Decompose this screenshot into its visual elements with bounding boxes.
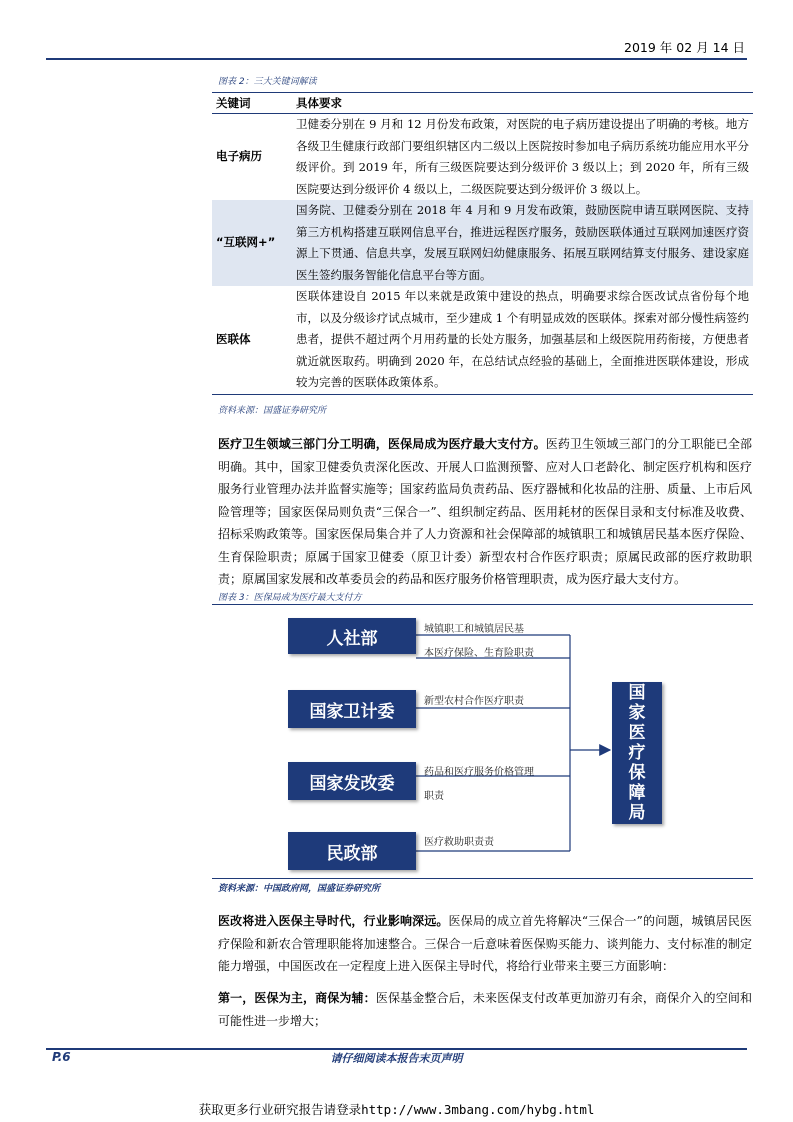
paragraph-body: 医保基金整合后，未来医保支付改革更加游刃有余，商保介入的空间和可能性进一步增大； xyxy=(218,991,752,1028)
table-header-row xyxy=(212,93,753,114)
figure-top-rule xyxy=(212,604,753,605)
figure-source: 资料来源：中国政府网，国盛证券研究所 xyxy=(218,884,381,894)
footer-disclaimer: 请仔细阅读本报告末页声明 xyxy=(330,1052,463,1065)
keyword-table xyxy=(212,92,753,395)
duty-label: 医疗救助职责责 xyxy=(424,837,494,848)
source-name: 国家卫计委 xyxy=(309,701,395,722)
org-figure xyxy=(212,606,753,876)
figure-bottom-rule xyxy=(212,878,753,879)
target-char: 国 xyxy=(628,683,646,703)
source-box-hrss xyxy=(288,618,416,654)
source-box-nhfpc xyxy=(288,690,416,728)
source-name: 人社部 xyxy=(326,628,378,649)
paragraph-first-impact xyxy=(218,987,752,1032)
row-text: 医联体建设自 2015 年以来就是政策中建设的热点，明确要求综合医改试点省份每个地市，以及分级诊疗试点城市，至少建成 1 个有明显成效的医联体。探索对部分慢性病签约患者，提供不超过两个月用药量的长处方服务，加强基层和上级医院用药衔接，方便患者就近就医取药。明确到 2020 年，在总结试点经验的基础上，全面推进医联体建设，形成较为完善的医联体政策体系。 xyxy=(296,289,749,389)
source-name: 国家发改委 xyxy=(309,773,395,794)
target-char: 局 xyxy=(628,803,646,823)
target-char: 疗 xyxy=(628,743,646,763)
target-box-nhsa xyxy=(612,682,662,824)
row-text: 卫健委分别在 9 月和 12 月份发布政策，对医院的电子病历建设提出了明确的考核。地方各级卫生健康行政部门要组织辖区内二级以上医院按时参加电子病历系统功能应用水平分级评价。到 2019 年，所有三级医院要达到分级评价 3 级以上；到 2020 年，所有三级医院要达到分级评价 4 级以上，二级医院要达到分级评价 3 级以上。 xyxy=(296,117,749,196)
duty-label: 本医疗保险、生育险职责 xyxy=(424,648,534,659)
target-char: 保 xyxy=(628,763,646,783)
header-rule xyxy=(46,58,747,60)
page-number: P.6 xyxy=(52,1050,71,1064)
paragraph-body: 医保局的成立首先将解决“三保合一”的问题，城镇居民医疗保险和新农合管理职能将加速整合。三保合一后意味着医保购买能力、谈判能力、支付标准的制定能力增强，中国医改在一定程度上进入医保主导时代，将给行业带来主要三方面影响： xyxy=(218,914,752,973)
source-box-mca xyxy=(288,832,416,870)
paragraph-responsibilities xyxy=(218,433,752,591)
report-date: 2019 年 02 月 14 日 xyxy=(624,40,745,55)
row-keyword: 电子病历 xyxy=(216,149,262,164)
target-char: 障 xyxy=(628,783,646,803)
table-row xyxy=(212,286,753,394)
duty-label: 新型农村合作医疗职责 xyxy=(424,696,524,707)
source-box-ndrc xyxy=(288,762,416,800)
row-keyword: 医联体 xyxy=(216,332,251,346)
duty-label: 药品和医疗服务价格管理 xyxy=(424,767,534,778)
paragraph-lead: 第一，医保为主，商保为辅： xyxy=(218,991,376,1005)
source-name: 民政部 xyxy=(326,843,378,864)
table-row xyxy=(212,114,753,201)
table-source: 资料来源：国盛证券研究所 xyxy=(218,406,327,416)
figure-caption: 图表 3：医保局成为医疗最大支付方 xyxy=(218,593,362,603)
paragraph-body: 医药卫生领域三部门的分工职能已全部明确。其中，国家卫健委负责深化医改、开展人口监测预警、应对人口老龄化、制定医疗机构和医疗服务行业管理办法并监督实施等；国家药监局负责药品、医疗器械和化妆品的注册、质量、上市后风险管理等；国家医保局则负责“三保合一”、组织制定药品、医用耗材的医保目录和支付标准及收费、招标采购政策等。国家医保局集合并了人力资源和社会保障部的城镇职工和城镇居民基本医疗保险、生育保险职责；原属于国家卫健委（原卫计委）新型农村合作医疗职责；原属民政部的医疗救助职责；原属国家发展和改革委员会的药品和医疗服务价格管理职责，成为医疗最大支付方。 xyxy=(218,437,752,586)
target-char: 家 xyxy=(628,703,646,723)
table-caption: 图表 2：三大关键词解读 xyxy=(218,77,317,87)
col-keyword: 关键词 xyxy=(216,96,251,110)
table-row xyxy=(212,200,753,286)
col-requirement: 具体要求 xyxy=(296,96,342,110)
paragraph-lead: 医改将进入医保主导时代，行业影响深远。 xyxy=(218,914,449,928)
promo-link[interactable]: 获取更多行业研究报告请登录http://www.3mbang.com/hybg.html xyxy=(198,1102,595,1117)
paragraph-reform xyxy=(218,910,752,978)
duty-label: 职责 xyxy=(424,791,444,802)
row-keyword: “互联网+” xyxy=(212,200,292,286)
row-text: 国务院、卫健委分别在 2018 年 4 月和 9 月发布政策，鼓励医院申请互联网医院、支持第三方机构搭建互联网信息平台，推进远程医疗服务，鼓励医联体通过互联网加速医疗资源上下贯通、信息共享，发展互联网妇幼健康服务、拓展互联网结算支付服务、建设家庭医生签约服务智能化信息平台等方面。 xyxy=(292,200,753,286)
paragraph-lead: 医疗卫生领域三部门分工明确，医保局成为医疗最大支付方。 xyxy=(218,437,546,451)
duty-label: 城镇职工和城镇居民基 xyxy=(424,624,524,635)
target-char: 医 xyxy=(628,723,646,743)
